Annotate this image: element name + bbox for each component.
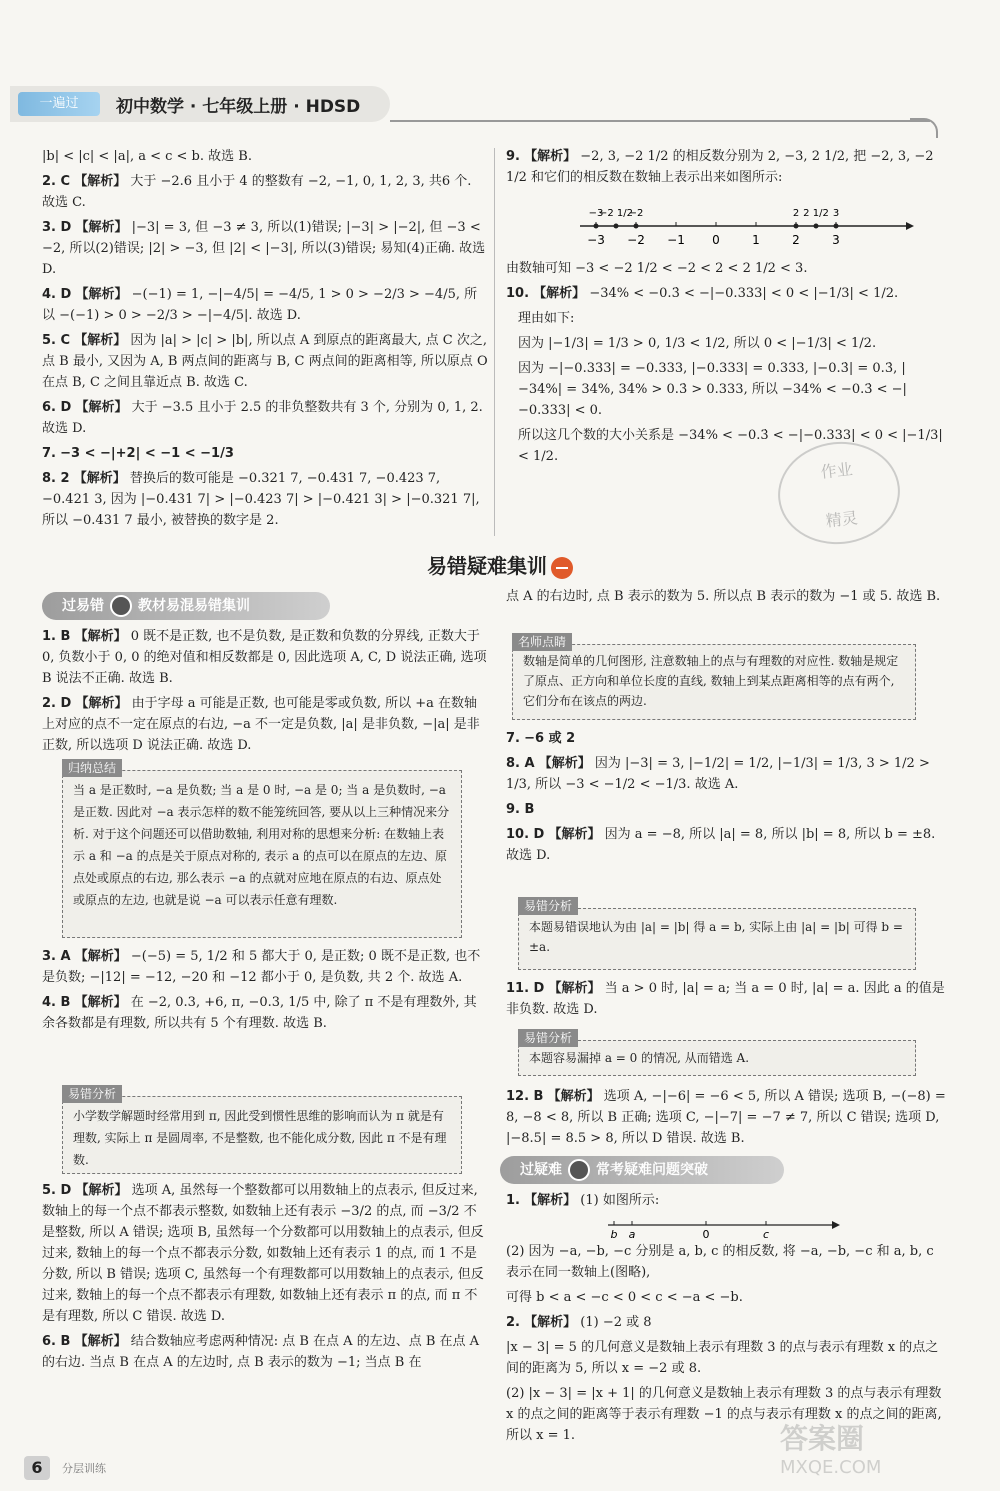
answer-text: −34% < −0.3̇ < −|−0.333| < 0 < |−1/3| < 1/2. xyxy=(589,286,899,301)
note-body: 本题易错误地认为由 |a| = |b| 得 a = b, 实际上由 |a| = |b| 可得 b = ±a. xyxy=(529,920,903,954)
answer-text: 由于字母 a 可能是正数, 也可能是零或负数, 所以 +a 在数轴上对应的点不一定在原点的右边, −a 不一定是负数, |a| 是非负数, −|a| 是非正数, 所以选项 D 说法正确. 故选 D. xyxy=(42,696,480,753)
axis-tick-label: −1 xyxy=(667,233,685,247)
watermark-line1: 答案圈 xyxy=(780,1422,865,1455)
answer-number: 6. B xyxy=(42,1334,71,1349)
error-answer-8 xyxy=(506,753,946,795)
axis-point-label: 0 xyxy=(702,1228,710,1241)
error-answer-1 xyxy=(42,626,488,689)
note-body: 数轴是简单的几何图形, 注意数轴上的点与有理数的对应性. 数轴是规定了原点、正方向和单位长度的直线, 数轴上到某点距离相等的点有两个, 它们分布在该点的两边. xyxy=(523,654,899,708)
page-number: 6 xyxy=(24,1456,50,1480)
number-line-figure xyxy=(576,192,916,258)
answer-text: −(−1) = 1, −|−4/5| = −4/5, 1 > 0 > −2/3 > −4/5, 所以 −(−1) > 0 > −2/3 > −|−4/5|. 故选 D. xyxy=(42,287,478,323)
answer-text: 可得 b < a < −c < 0 < c < −a < −b. xyxy=(506,1290,743,1305)
answer-number: 3. D xyxy=(42,220,72,235)
answer-text: 选项 A, 虽然每一个整数都可以用数轴上的点表示, 但反过来, 数轴上的每一个点不都表示整数, 如数轴上还有表示 −3/2 的点, 而 −3/2 不是整数, 所以 A 错误; 选项 B, 虽然每一个分数都可以用数轴上的点表示, 但反过来, 数轴上的每一个点不都表示分数, 如数轴上还有表示 1 的点, 而 1 不是分数, 所以 B 错误; 选项 C, 虽然每一个有理数都可以用数轴上的点表示, 但反过来, 数轴上的每一个点不都表示有理数, 如数轴上还有表示 π 的点, 而 π 不是有理数, 所以 C 错误. 故选 D. xyxy=(42,1183,484,1324)
answer-text: (1) 如图所示: xyxy=(580,1193,660,1208)
answer-text: 因为 |a| > |c| > |b|, 所以点 A 到原点的距离最大, 点 C 次之, 点 B 最小, 又因为 A, B 两点间的距离与 B, C 两点间的距离相等, 所以原点 O 在点 B, C 之间且靠近点 B. 故选 C. xyxy=(42,333,488,390)
note-label: 易错分析 xyxy=(518,897,578,915)
number-line-arrow xyxy=(832,1221,840,1229)
answer-text: 大于 −3.5 且小于 2.5 的非负整数共有 3 个, 分别为 0, 1, 2. 故选 D. xyxy=(42,400,483,436)
answer-text: −6 或 2 xyxy=(524,731,576,746)
point-label: −2 1/2 xyxy=(598,208,634,219)
analysis-tag: 【解析】 xyxy=(524,1193,577,1208)
point-marker xyxy=(834,224,839,229)
error-analysis-note-3 xyxy=(518,1031,916,1076)
analysis-tag: 【解析】 xyxy=(538,756,591,771)
note-body: 当 a 是正数时, −a 是负数; 当 a 是 0 时, −a 是 0; 当 a 是负数时, −a 是正数. 因此对 −a 表示怎样的数不能笼统回答, 要从以上三种情况来分析. 对于这个问题还可以借助数轴, 利用对称的思想来分析: 在数轴上表示 a 和 −a 的点是关于原点对称的, 表示 a 的点可以在原点的左边、原点处或原点的右边, 那么表示 −a 的点就对应地在原点的右边、原点处或原点的左边, 也就是说 −a 可以表示任意有理数. xyxy=(73,783,450,907)
axis-point-label: b xyxy=(610,1228,618,1241)
note-label: 易错分析 xyxy=(518,1029,578,1047)
analysis-tag: 【解析】 xyxy=(74,174,127,189)
answer-text: (2) |x − 3| = |x + 1| 的几何意义是数轴上表示有理数 3 的点与表示有理数 x 的点之间的距离等于表示有理数 −1 的点与表示有理数 x 的点之间的距离, 所以 x = 1. xyxy=(506,1386,942,1443)
difficult-answer-1 xyxy=(506,1190,946,1211)
answer-9 xyxy=(506,146,946,188)
analysis-tag: 【解析】 xyxy=(75,287,128,302)
pen-icon xyxy=(110,595,132,617)
section-title-text: 易错疑难集训 xyxy=(427,554,547,578)
brand-logo: 一遍过 xyxy=(18,92,100,116)
answer-8 xyxy=(42,468,488,531)
analysis-tag: 【解析】 xyxy=(75,220,128,235)
answer-text: 替换后的数可能是 −0.321 7, −0.431 7, −0.423 7, −0.421 3, 因为 |−0.431 7| > |−0.423 7| > |−0.421 3| > |−0.321 7|, 所以 −0.431 7 最小, 被替换的数字是 2. xyxy=(42,471,480,528)
note-label: 名师点睛 xyxy=(512,633,572,651)
error-answer-6-tail xyxy=(506,586,946,607)
difficult-answer-2-part1 xyxy=(506,1337,946,1379)
answer-number: 2. C xyxy=(42,174,71,189)
column-divider xyxy=(494,148,495,536)
answer-9-conclusion xyxy=(506,258,946,279)
answer-number: 10. xyxy=(506,286,530,301)
answer-text: 因为 |−1/3| = 1/3 > 0, 1/3 < 1/2, 所以 0 < |−1/3| < 1/2. xyxy=(518,336,877,351)
left-top-column xyxy=(42,146,488,535)
header-rule xyxy=(390,120,930,122)
answer-10-line xyxy=(506,333,946,354)
number-line-ticks xyxy=(611,1221,770,1241)
error-answer-6 xyxy=(42,1331,488,1373)
answer-number: 8. 2 xyxy=(42,471,70,486)
header-rule-curve xyxy=(910,118,938,138)
left-bottom-column-2 xyxy=(42,946,488,1038)
footer-label: 分层训练 xyxy=(62,1462,106,1475)
stamp-bottom-text: 精灵 xyxy=(824,508,859,531)
analysis-tag: 【解析】 xyxy=(548,981,601,996)
difficult-answer-1-result xyxy=(506,1287,946,1308)
answer-number: 8. A xyxy=(506,756,535,771)
difficult-answer-1-part2 xyxy=(506,1241,946,1283)
answer-text: |x − 3| = 5 的几何意义是数轴上表示有理数 3 的点与表示有理数 x 的点之间的距离为 5, 所以 x = −2 或 8. xyxy=(506,1340,939,1376)
section-title xyxy=(0,550,1000,579)
watermark-line2: MXQE.COM xyxy=(780,1457,882,1478)
answer-text: −(−5) = 5, 1/2 和 5 都大于 0, 是正数; 0 既不是正数, 也不是负数; −|12| = −12, −20 和 −12 都小于 0, 是负数, 共 2 个. 故选 A. xyxy=(42,949,481,985)
analysis-tag: 【解析】 xyxy=(74,1334,127,1349)
answer-number: 11. D xyxy=(506,981,545,996)
answer-number: 5. D xyxy=(42,1183,72,1198)
analysis-tag: 【解析】 xyxy=(73,471,126,486)
answer-number: 4. B xyxy=(42,995,71,1010)
answer-text: |−3| = 3, 但 −3 ≠ 3, 所以(1)错误; |−3| > |−2|, 但 −3 < −2, 所以(2)错误; |2| > −3, 但 |2| < |−3|, 所以(3)错误; 易知(4)正确. 故选 D. xyxy=(42,220,486,277)
analysis-tag: 【解析】 xyxy=(547,1089,600,1104)
answer-number: 7. xyxy=(42,446,56,461)
answer-6 xyxy=(42,397,488,439)
answer-7 xyxy=(42,443,488,464)
book-title: 初中数学 · 七年级上册 · HDSD xyxy=(116,97,361,117)
answer-text: 由数轴可知 −3 < −2 1/2 < −2 < 2 < 2 1/2 < 3. xyxy=(506,261,808,276)
answer-text: (2) 因为 −a, −b, −c 分别是 a, b, c 的相反数, 将 −a, −b, −c 和 a, b, c 表示在同一数轴上(图略), xyxy=(506,1244,934,1280)
axis-tick-label: −3 xyxy=(587,233,605,247)
answer-10-line xyxy=(506,358,946,421)
analysis-tag: 【解析】 xyxy=(548,827,601,842)
error-answer-10 xyxy=(506,824,946,866)
left-bottom-column xyxy=(42,626,488,760)
error-answer-4 xyxy=(42,992,488,1034)
section-bar-difficult xyxy=(500,1156,784,1184)
answer-text: 0 既不是正数, 也不是负数, 是正数和负数的分界线, 正数大于 0, 负数小于 0, 0 的绝对值和相反数都是 0, 因此选项 A, C, D 说法正确, 选项 B 说法不正确. 故选 B. xyxy=(42,629,487,686)
analysis-tag: 【解析】 xyxy=(74,333,127,348)
analysis-tag: 【解析】 xyxy=(75,696,128,711)
answer-text: 选项 A, −|−6| = −6 < 5, 所以 A 错误; 选项 B, −(−8) = 8, −8 < 8, 所以 B 正确; 选项 C, −|−7| = −7 ≠ 7, 所以 C 错误; 选项 D, |−8.5| = 8.5 > 8, 所以 D 错误. 故选 B. xyxy=(506,1089,946,1146)
number-line-ticks xyxy=(587,208,840,247)
teacher-note xyxy=(512,635,916,720)
note-label: 归纳总结 xyxy=(62,759,122,777)
answer-text: 理由如下: xyxy=(518,311,575,326)
answer-text: 在 −2, 0.3, +6, π, −0.3, 1/5 中, 除了 π 不是有理数外, 其余各数都是有理数, 所以共有 5 个有理数. 故选 B. xyxy=(42,995,477,1031)
error-answer-9 xyxy=(506,799,946,820)
answer-5 xyxy=(42,330,488,393)
analysis-tag: 【解析】 xyxy=(74,949,127,964)
analysis-tag: 【解析】 xyxy=(524,149,577,164)
summary-note xyxy=(62,761,462,938)
answer-number: 4. D xyxy=(42,287,72,302)
answer-text: −3 < −|+2| < −1 < −1/3 xyxy=(60,446,234,461)
answer-text: |b| < |c| < |a|, a < c < b. 故选 B. xyxy=(42,149,252,164)
analysis-tag: 【解析】 xyxy=(75,1183,128,1198)
note-body: 小学数学解题时经常用到 π, 因此受到惯性思维的影响而认为 π 就是有理数, 实际上 π 是圆周率, 不是整数, 也不能化成分数, 因此 π 不是有理数. xyxy=(73,1109,447,1167)
point-label: −3 xyxy=(588,208,604,219)
note-body: 本题容易漏掉 a = 0 的情况, 从而错选 A. xyxy=(529,1051,750,1065)
point-marker xyxy=(814,224,819,229)
bar-left-label: 过疑难 xyxy=(520,1162,562,1178)
answer-number: 2. D xyxy=(42,696,72,711)
left-bottom-column-3 xyxy=(42,1180,488,1377)
answer-number: 1. xyxy=(506,1193,520,1208)
point-label: 2 1/2 xyxy=(803,208,829,219)
answer-number: 1. B xyxy=(42,629,71,644)
answer-text: 当 a > 0 时, |a| = a; 当 a = 0 时, |a| = a. 因此 a 的值是非负数. 故选 D. xyxy=(506,981,945,1017)
point-marker xyxy=(594,224,599,229)
point-marker xyxy=(614,224,619,229)
right-bottom-column xyxy=(506,586,946,611)
answer-number: 6. D xyxy=(42,400,72,415)
point-marker xyxy=(634,224,639,229)
analysis-tag: 【解析】 xyxy=(74,629,127,644)
answer-text: 点 A 的右边时, 点 B 表示的数为 5. 所以点 B 表示的数为 −1 或 5. 故选 B. xyxy=(506,589,941,604)
answer-text: 大于 −2.6 且小于 4 的整数有 −2, −1, 0, 1, 2, 3, 共6 个. 故选 C. xyxy=(42,174,472,210)
error-answer-5 xyxy=(42,1180,488,1327)
answer-number: 3. A xyxy=(42,949,71,964)
section-bar-errors xyxy=(42,592,330,620)
point-label: −2 xyxy=(628,208,644,219)
answer-10 xyxy=(506,283,946,304)
answer-text: (1) −2 或 8 xyxy=(580,1315,652,1330)
axis-tick-label: 0 xyxy=(712,233,720,247)
answer-number: 9. B xyxy=(506,802,535,817)
difficult-column xyxy=(506,1190,946,1450)
bar-right-label: 常考疑难问题突破 xyxy=(596,1162,708,1178)
answer-text: 因为 |−3| = 3, |−1/2| = 1/2, |−1/3| = 1/3, 3 > 1/2 > 1/3, 所以 −3 < −1/2 < −1/3. 故选 A. xyxy=(506,756,930,792)
axis-point-label: a xyxy=(628,1228,636,1241)
answer-number: 7. xyxy=(506,731,520,746)
analysis-tag: 【解析】 xyxy=(524,1315,577,1330)
analysis-tag: 【解析】 xyxy=(533,286,586,301)
section-number-badge xyxy=(551,557,573,579)
answer-text: 结合数轴应考虑两种情况: 点 B 在点 A 的左边、点 B 在点 A 的右边. 当点 B 在点 A 的左边时, 点 B 表示的数为 −1; 当点 B 在 xyxy=(42,1334,480,1370)
page-header xyxy=(0,78,1000,130)
axis-tick-label: 2 xyxy=(792,233,800,247)
error-answer-2 xyxy=(42,693,488,756)
answer-number: 2. xyxy=(506,1315,520,1330)
answer-text: −2, 3, −2 1/2 的相反数分别为 2, −3, 2 1/2, 把 −2, 3, −2 1/2 和它们的相反数在数轴上表示出来如图所示: xyxy=(506,149,934,185)
answer-number: 10. D xyxy=(506,827,545,842)
error-answer-7 xyxy=(506,728,946,749)
axis-point-label: c xyxy=(762,1228,770,1241)
right-bottom-column-4 xyxy=(506,1086,946,1153)
axis-tick-label: 1 xyxy=(752,233,760,247)
error-analysis-note-2 xyxy=(518,899,916,970)
answer-10-reason xyxy=(506,308,946,329)
axis-tick-label: −2 xyxy=(627,233,645,247)
analysis-tag: 【解析】 xyxy=(75,400,128,415)
answer-number: 12. B xyxy=(506,1089,544,1104)
answer-3 xyxy=(42,217,488,280)
right-bottom-column-2 xyxy=(506,728,946,870)
answer-4 xyxy=(42,284,488,326)
answer-2 xyxy=(42,171,488,213)
answer-text: 因为 a = −8, 所以 |a| = 8, 所以 |b| = 8, 所以 b = ±8. 故选 D. xyxy=(506,827,936,863)
error-answer-11 xyxy=(506,978,946,1020)
answer-number: 5. C xyxy=(42,333,71,348)
bar-left-label: 过易错 xyxy=(62,598,104,614)
answer-text: 因为 −|−0.333| = −0.333, |−0.333| = 0.333, |−0.3̇| = 0.3̇, |−34%| = 34%, 34% > 0.3̇ > 0.333, 所以 −34% < −0.3̇ < −|−0.333| < 0. xyxy=(518,361,907,418)
bar-right-label: 教材易混易错集训 xyxy=(138,598,250,614)
error-answer-3 xyxy=(42,946,488,988)
analysis-tag: 【解析】 xyxy=(74,995,127,1010)
point-marker xyxy=(794,224,799,229)
right-bottom-column-3 xyxy=(506,978,946,1024)
difficult-answer-2 xyxy=(506,1312,946,1333)
number-line-arrow xyxy=(906,222,914,230)
lightbulb-icon xyxy=(568,1159,590,1181)
answer-1-tail xyxy=(42,146,488,167)
answer-text: 所以这几个数的大小关系是 −34% < −0.3̇ < −|−0.333| < 0 < |−1/3| < 1/2. xyxy=(518,428,943,464)
note-label: 易错分析 xyxy=(62,1085,122,1103)
answer-number: 9. xyxy=(506,149,520,164)
right-top-column xyxy=(506,146,946,471)
stamp-top-text: 作业 xyxy=(819,459,854,482)
site-watermark xyxy=(780,1417,960,1477)
point-label: 3 xyxy=(832,208,840,219)
error-analysis-note xyxy=(62,1087,462,1174)
number-line-figure-2 xyxy=(606,1215,846,1241)
error-answer-12 xyxy=(506,1086,946,1149)
point-label: 2 xyxy=(792,208,800,219)
axis-tick-label: 3 xyxy=(832,233,840,247)
